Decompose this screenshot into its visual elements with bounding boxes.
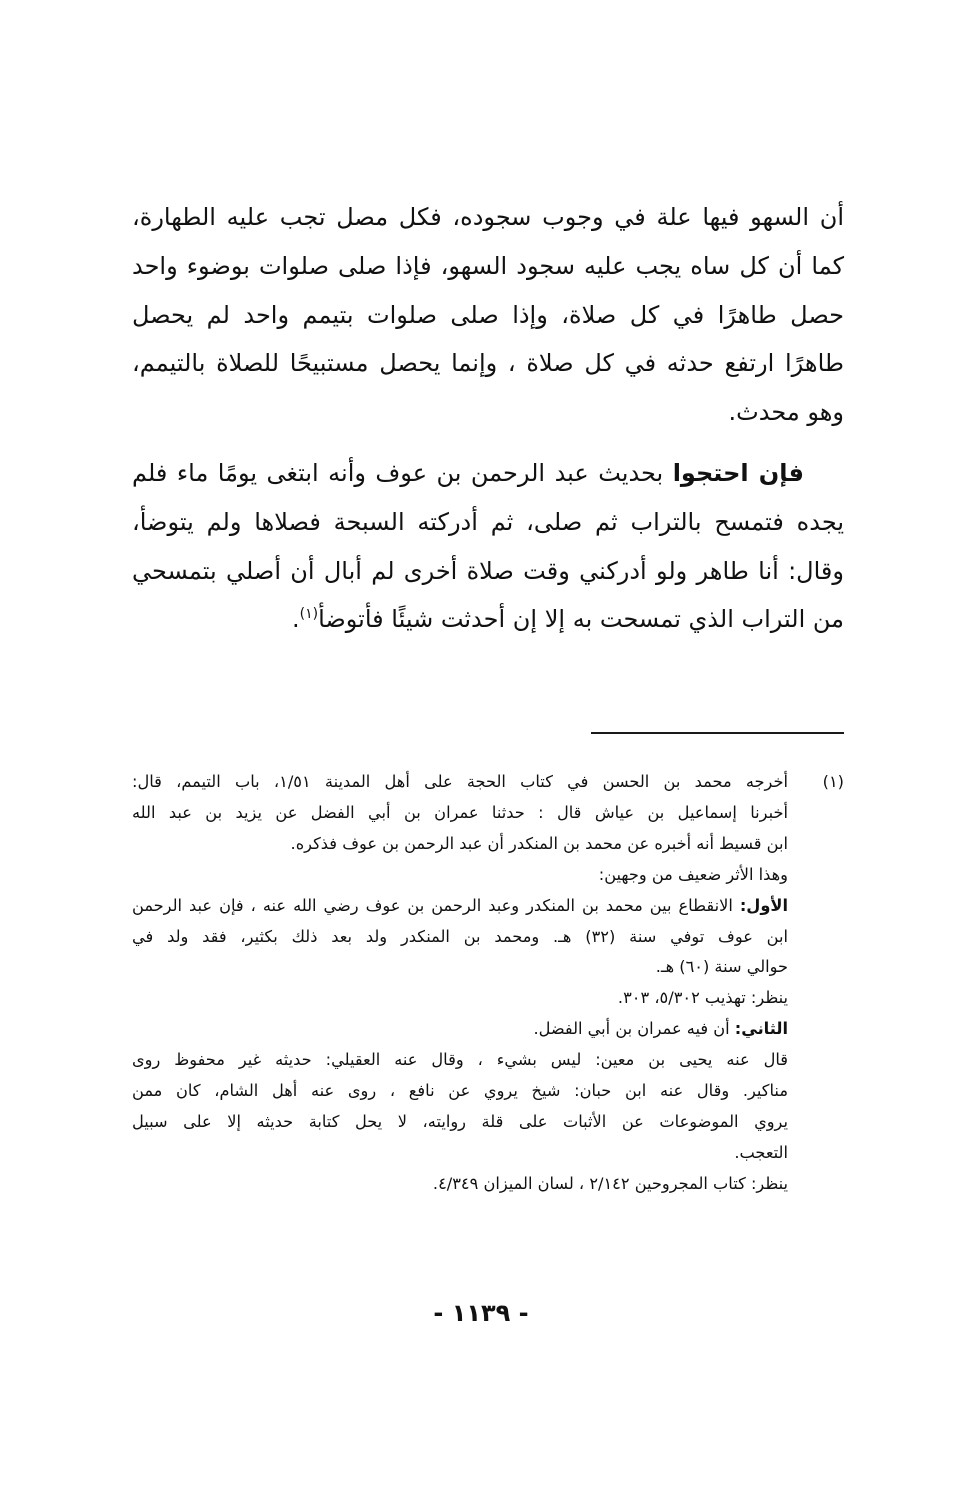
footnote-line-12: يروي الموضوعات عن الأثبات على قلة روايته، لا يحل كتابة حديثه إلا على سبيل (132, 1111, 788, 1131)
paragraph-2 (132, 449, 844, 644)
footnote-line-5-text: الانقطاع بين محمد بن المنكدر وعبد الرحمن بن عوف رضي الله عنه ، فإن عبد الرحمن (132, 895, 740, 915)
footnote-line-8: ينظر: تهذيب ٥/٣٠٢، ٣٠٣. (617, 988, 788, 1008)
footnote (132, 767, 844, 1200)
footnote-line-1: أخرجه محمد بن الحسن في كتاب الحجة على أهل المدينة ١/٥١، باب التيمم، قال: (132, 772, 788, 791)
footnote-marker: (١) (822, 772, 844, 791)
paragraph-2-lead: فإن احتجوا (672, 458, 805, 487)
footnote-line-2: أخبرنا إسماعيل بن عياش قال : حدثنا عمران بن أبي الفضل عن يزيد بن عبد الله (132, 802, 788, 822)
footnote-reference: (١) (299, 606, 319, 623)
footnote-body (132, 767, 788, 1200)
footnote-line-7: حوالي سنة (٦٠) هـ. (655, 957, 788, 977)
footnote-separator (591, 732, 844, 734)
footnote-line-6: ابن عوف توفي سنة (٣٢) هـ. ومحمد بن المنكدر ولد بعد ذلك بكثير، فقد ولد في (132, 926, 789, 946)
footnote-second-label: الثاني: (734, 1019, 788, 1039)
footnote-first-label: الأول: (739, 895, 788, 915)
footnote-line-10: قال عنه يحيى بن معين: ليس بشيء ، وقال عنه العقيلي: حديثه غير محفوظ روى (132, 1050, 788, 1070)
paragraph-2-text: بحديث عبد الرحمن بن عوف وأنه ابتغى يومًا ماء فلم يجده فتمسح بالتراب ثم صلى، ثم أدركته السبحة فصلاها ولم يتوضأ، وقال: أنا طاهر ولو أدركني وقت صلاة أخرى لم أبال أن أصلي بتمسحي من التراب الذي تمسحت به إلا إن أحدثت شيئًا فأتوضأ (132, 458, 844, 634)
paragraph-2-end: . (291, 605, 300, 634)
footnote-line-9 (132, 1014, 788, 1045)
main-text (132, 193, 844, 644)
footnote-line-3: ابن قسيط أنه أخبره عن محمد بن المنكدر أن عبد الرحمن بن عوف فذكره. (290, 833, 788, 853)
footnote-line-5 (132, 891, 788, 922)
footnote-line-14: ينظر: كتاب المجروحين ٢/١٤٢ ، لسان الميزان ٤/٣٤٩. (432, 1173, 788, 1193)
footnote-line-13: التعجب. (734, 1142, 788, 1162)
footnote-line-4: وهذا الأثر ضعيف من وجهين: (598, 864, 788, 884)
paragraph-1: أن السهو فيها علة في وجوب سجوده، فكل مصل تجب عليه الطهارة، كما أن كل ساه يجب عليه سجود السهو، فإذا صلى صلوات بوضوء واحد حصل طاهرًا في كل صلاة، وإذا صلى صلوات بتيمم واحد لم يحصل طاهرًا ارتفع حدثه في كل صلاة ، وإنما يحصل مستبيحًا للصلاة بالتيمم، وهو محدث. (132, 203, 844, 427)
footnote-line-11: مناكير. وقال عنه ابن حبان: شيخ يروي عن نافع ، روى عنه أهل الشام، كان ممن (132, 1081, 788, 1101)
page-number: - ١١٣٩ - (433, 1299, 529, 1327)
footnote-line-9-text: أن فيه عمران بن أبي الفضل. (533, 1019, 735, 1039)
